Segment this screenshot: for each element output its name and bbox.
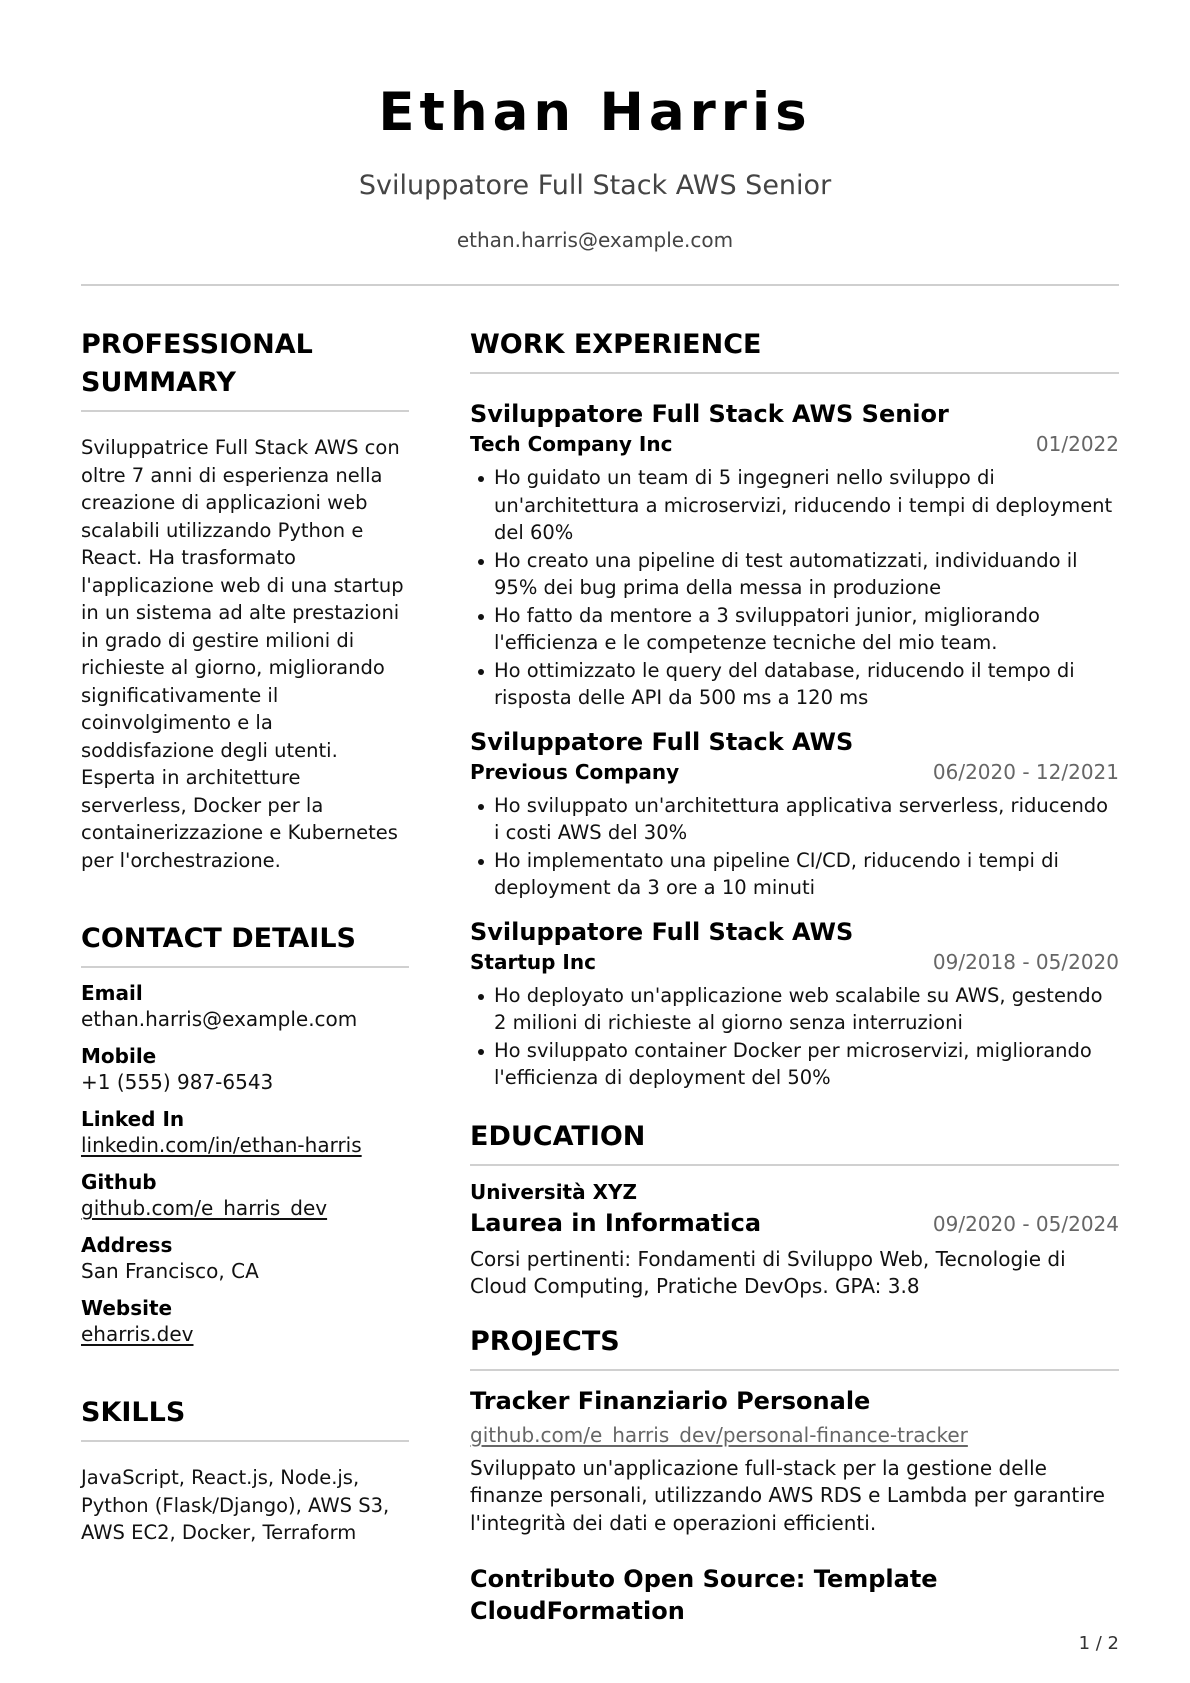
header-email: ethan.harris@example.com xyxy=(456,228,734,252)
contact-item-github xyxy=(81,1169,409,1222)
skills-heading: SKILLS xyxy=(81,1394,409,1442)
skills-section xyxy=(81,1394,409,1547)
education-details: Corsi pertinenti: Fondamenti di Sviluppo Web, Tecnologie di Cloud Computing, Pratiche DevOps. GPA: 3.8 xyxy=(470,1246,1066,1298)
project-entry xyxy=(470,1563,1119,1627)
contact-address-value: San Francisco, CA xyxy=(81,1259,259,1283)
project-title: Contributo Open Source: Template CloudFormation xyxy=(470,1565,938,1625)
project-title: Tracker Finanziario Personale xyxy=(470,1386,871,1415)
contact-label: Website xyxy=(81,1296,173,1320)
job-entry xyxy=(470,916,1119,1092)
projects-section xyxy=(470,1323,1119,1628)
skills-text: JavaScript, React.js, Node.js, Python (Flask/Django), AWS S3, AWS EC2, Docker, Terraform xyxy=(81,1466,390,1544)
education-date: 09/2020 - 05/2024 xyxy=(932,1211,1119,1236)
summary-heading: PROFESSIONAL SUMMARY xyxy=(81,326,409,412)
contact-label: Linked In xyxy=(81,1107,185,1131)
job-title: Sviluppatore Full Stack AWS xyxy=(470,727,854,756)
contact-section xyxy=(81,920,409,1348)
github-link[interactable]: github.com/e_harris_dev xyxy=(81,1196,328,1220)
candidate-name: Ethan Harris xyxy=(378,82,812,143)
project-link[interactable]: github.com/e_harris_dev/personal-finance-tracker xyxy=(470,1422,968,1447)
job-bullets xyxy=(470,792,1119,902)
job-bullet: Ho sviluppato un'architettura applicativa serverless, riducendo i costi AWS del 30% xyxy=(470,792,1119,847)
job-bullet: Ho implementato una pipeline CI/CD, riducendo i tempi di deployment da 3 ore a 10 minuti xyxy=(470,847,1119,902)
work-heading: WORK EXPERIENCE xyxy=(470,326,1119,374)
contact-label: Email xyxy=(81,981,143,1005)
contact-item-linkedin xyxy=(81,1106,409,1159)
contact-email-value[interactable]: ethan.harris@example.com xyxy=(81,1007,358,1031)
contact-label: Github xyxy=(81,1170,157,1194)
summary-text: Sviluppatrice Full Stack AWS con oltre 7 anni di esperienza nella creazione di applicazioni web scalabili utilizzando Python e React. Ha trasformato l'applicazione web di una startup in un sistema ad alte prestazioni in grado di gestire milioni di richieste al giorno, migliorando significativamente il coinvolgimento e la soddisfazione degli utenti. Esperta in architetture serverless, Docker per la containerizzazione e Kubernetes per l'orchestrazione. xyxy=(81,436,404,872)
job-company: Startup Inc xyxy=(470,949,596,974)
contact-label: Mobile xyxy=(81,1044,157,1068)
project-description: Sviluppato un'applicazione full-stack per la gestione delle finanze personali, utilizzando AWS RDS e Lambda per garantire l'integrità dei dati e operazioni efficienti. xyxy=(470,1455,1105,1535)
job-bullet: Ho creato una pipeline di test automatizzati, individuando il 95% dei bug prima della messa in produzione xyxy=(470,547,1119,602)
left-column xyxy=(81,326,409,1547)
contact-label: Address xyxy=(81,1233,173,1257)
job-bullets xyxy=(470,464,1119,712)
job-entry xyxy=(470,398,1119,712)
job-company: Previous Company xyxy=(470,759,680,784)
summary-section xyxy=(81,326,409,874)
job-bullet: Ho fatto da mentore a 3 sviluppatori junior, migliorando l'efficienza e le competenze tecniche del mio team. xyxy=(470,602,1119,657)
right-column xyxy=(470,326,1119,1627)
education-heading: EDUCATION xyxy=(470,1118,1119,1166)
candidate-title: Sviluppatore Full Stack AWS Senior xyxy=(358,170,832,201)
work-section xyxy=(470,326,1119,1092)
contact-item-email xyxy=(81,980,409,1033)
job-date: 01/2022 xyxy=(1035,432,1119,456)
job-company: Tech Company Inc xyxy=(470,432,673,456)
job-entry xyxy=(470,726,1119,902)
education-degree: Laurea in Informatica xyxy=(470,1208,762,1237)
project-entry xyxy=(470,1385,1119,1538)
projects-heading: PROJECTS xyxy=(470,1323,1119,1371)
header-divider xyxy=(81,284,1119,286)
job-title: Sviluppatore Full Stack AWS xyxy=(470,917,854,946)
job-title: Sviluppatore Full Stack AWS Senior xyxy=(470,400,949,428)
contact-item-mobile xyxy=(81,1043,409,1096)
job-bullet: Ho guidato un team di 5 ingegneri nello sviluppo di un'architettura a microservizi, riducendo i tempi di deployment del 60% xyxy=(470,464,1119,547)
education-school: Università XYZ xyxy=(470,1179,637,1204)
job-bullet: Ho sviluppato container Docker per microservizi, migliorando l'efficienza di deployment del 50% xyxy=(470,1037,1119,1092)
job-bullets xyxy=(470,982,1119,1092)
job-date: 06/2020 - 12/2021 xyxy=(932,759,1119,784)
linkedin-link[interactable]: linkedin.com/in/ethan-harris xyxy=(81,1133,362,1157)
job-date: 09/2018 - 05/2020 xyxy=(932,949,1119,974)
contact-list xyxy=(81,980,409,1348)
contact-item-address xyxy=(81,1232,409,1285)
education-section xyxy=(470,1118,1119,1301)
job-bullet: Ho ottimizzato le query del database, riducendo il tempo di risposta delle API da 500 ms a 120 ms xyxy=(470,657,1119,712)
page-number: 1 / 2 xyxy=(1078,1633,1119,1654)
contact-item-website xyxy=(81,1295,409,1348)
job-bullet: Ho deployato un'applicazione web scalabile su AWS, gestendo 2 milioni di richieste al giorno senza interruzioni xyxy=(470,982,1119,1037)
contact-heading: CONTACT DETAILS xyxy=(81,920,409,968)
website-link[interactable]: eharris.dev xyxy=(81,1322,194,1346)
contact-mobile-value: +1 (555) 987-6543 xyxy=(81,1070,274,1094)
